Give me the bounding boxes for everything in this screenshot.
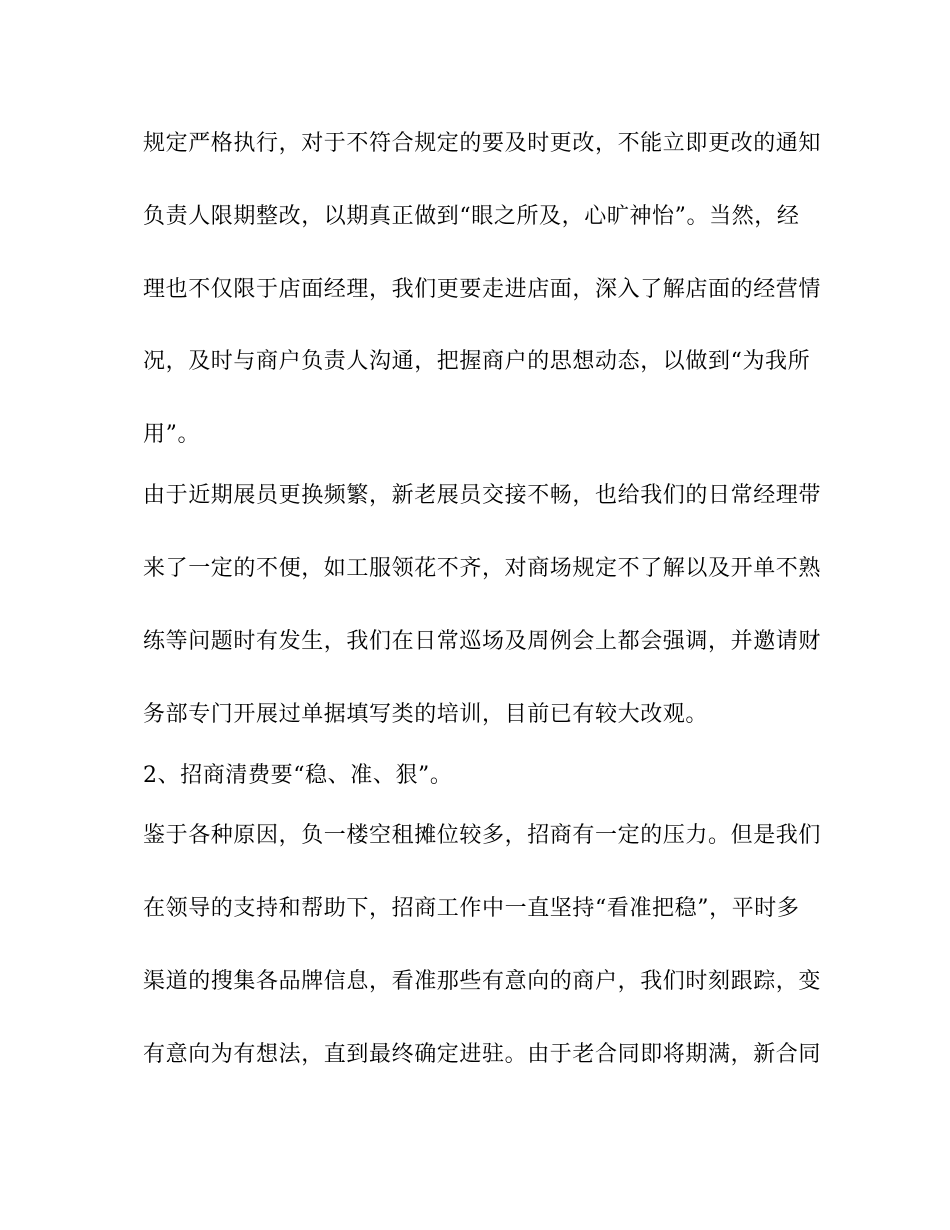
text-line: 务部专门开展过单据填写类的培训，目前已有较大改观。: [143, 702, 709, 727]
text-line: 练等问题时有发生，我们在日常巡场及周例会上都会强调，并邀请财: [143, 629, 822, 654]
text-line: 规定严格执行，对于不符合规定的要及时更改，不能立即更改的通知: [143, 131, 822, 156]
text-line: 渠道的搜集各品牌信息，看准那些有意向的商户，我们时刻跟踪，变: [143, 969, 822, 994]
text-line: 理也不仅限于店面经理，我们更要走进店面，深入了解店面的经营情: [143, 277, 822, 302]
text-line: 负责人限期整改，以期真正做到“眼之所及，心旷神怡”。当然，经: [143, 204, 800, 229]
text-line: 况，及时与商户负责人沟通，把握商户的思想动态，以做到“为我所: [143, 349, 811, 374]
text-line: 在领导的支持和帮助下，招商工作中一直坚持“看准把稳”，平时多: [143, 896, 800, 921]
section-heading: 2、招商清费要“稳、准、狠”。: [143, 763, 453, 788]
text-line: 用”。: [143, 422, 201, 447]
text-line: 来了一定的不便，如工服领花不齐，对商场规定不了解以及开单不熟: [143, 556, 822, 581]
text-line: 有意向为有想法，直到最终确定进驻。由于老合同即将期满，新合同: [143, 1042, 822, 1067]
text-line: 鉴于各种原因，负一楼空租摊位较多，招商有一定的压力。但是我们: [143, 823, 822, 848]
text-line: 由于近期展员更换频繁，新老展员交接不畅，也给我们的日常经理带: [143, 483, 822, 508]
